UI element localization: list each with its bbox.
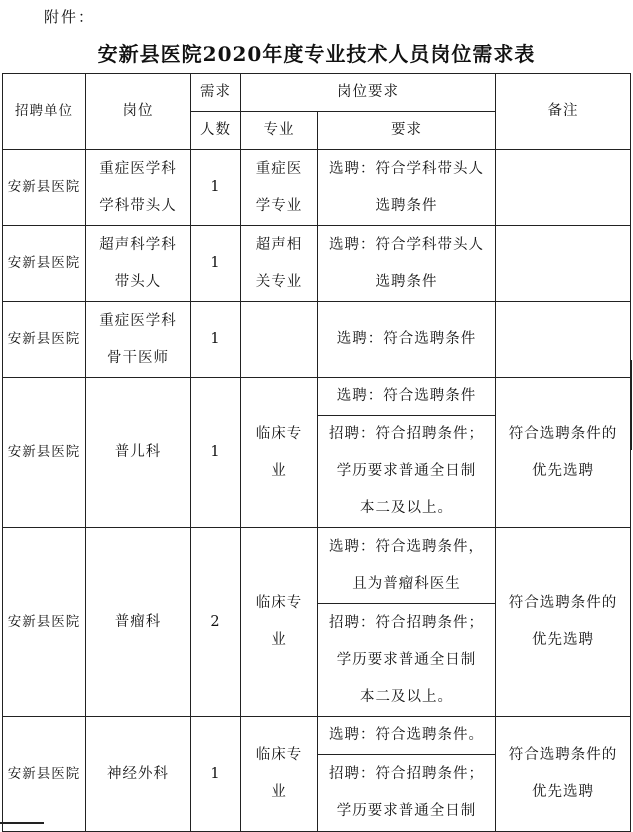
requirement-line: 本二及以上。 — [360, 688, 453, 705]
position-line: 骨干医师 — [107, 349, 169, 366]
cell-requirement: 选聘：符合选聘条件 — [318, 302, 496, 378]
cell-position: 普瘤科 — [86, 528, 191, 717]
requirement-line: 选聘条件 — [375, 197, 438, 214]
table-row — [3, 302, 631, 378]
cell-count: 1 — [191, 302, 241, 378]
remark-line: 符合选聘条件的 — [508, 747, 618, 763]
major-line: 超声相 — [255, 236, 303, 253]
major-line: 临床专 — [255, 425, 303, 442]
cell-unit: 安新县医院 — [3, 302, 86, 378]
cell-requirement-b — [318, 604, 496, 717]
cell-count: 1 — [191, 150, 241, 226]
cell-major — [241, 717, 318, 832]
position-line: 带头人 — [114, 273, 162, 290]
page-corner-mark — [0, 822, 44, 824]
cell-requirement-a: 选聘：符合选聘条件 — [318, 378, 496, 416]
remark-line: 优先选聘 — [532, 784, 594, 800]
cell-position: 神经外科 — [86, 717, 191, 832]
cell-count: 1 — [191, 717, 241, 832]
requirement-line: 本二及以上。 — [360, 500, 453, 516]
table-row — [3, 717, 631, 755]
remark-line: 符合选聘条件的 — [508, 425, 618, 442]
header-row-top — [3, 74, 631, 112]
position-line: 重症医学科 — [99, 312, 177, 329]
header-demand-bottom: 人数 — [191, 112, 241, 150]
cell-remark — [496, 528, 631, 717]
requirement-line: 选聘：符合选聘条件， — [329, 538, 484, 555]
position-line: 学科带头人 — [99, 197, 177, 214]
cell-unit: 安新县医院 — [3, 717, 86, 832]
cell-requirement — [318, 226, 496, 302]
table-row — [3, 150, 631, 226]
cell-remark — [496, 717, 631, 832]
cell-position — [86, 150, 191, 226]
requirement-line: 学历要求普通全日制 — [336, 803, 477, 819]
header-demand-top: 需求 — [191, 74, 241, 112]
cell-position: 普儿科 — [86, 378, 191, 528]
cell-major — [241, 150, 318, 226]
major-line: 临床专 — [255, 747, 303, 763]
major-line: 业 — [271, 462, 287, 479]
cell-requirement-b — [318, 416, 496, 528]
requirements-table — [2, 73, 631, 832]
position-line: 重症医学科 — [99, 160, 177, 177]
header-unit: 招聘单位 — [3, 74, 86, 150]
requirement-line: 选聘条件 — [375, 273, 438, 290]
cell-unit: 安新县医院 — [3, 226, 86, 302]
cell-remark — [496, 226, 631, 302]
requirement-line: 招聘：符合招聘条件； — [329, 766, 484, 782]
requirement-line: 招聘：符合招聘条件； — [329, 614, 484, 631]
cell-requirement-a — [318, 528, 496, 604]
cell-requirement-a: 选聘：符合选聘条件。 — [318, 717, 496, 755]
position-line: 超声科学科 — [99, 236, 177, 253]
cell-unit: 安新县医院 — [3, 528, 86, 717]
cell-count: 1 — [191, 378, 241, 528]
requirement-line: 招聘：符合招聘条件； — [329, 426, 484, 442]
header-requirements: 岗位要求 — [241, 74, 496, 112]
cell-unit: 安新县医院 — [3, 378, 86, 528]
cell-major — [241, 226, 318, 302]
major-line: 临床专 — [255, 595, 303, 611]
requirement-line: 学历要求普通全日制 — [336, 463, 477, 479]
header-requirement: 要求 — [318, 112, 496, 150]
cell-remark — [496, 150, 631, 226]
major-line: 业 — [271, 632, 287, 648]
cell-count: 1 — [191, 226, 241, 302]
major-line: 学专业 — [255, 197, 303, 214]
cell-count: 2 — [191, 528, 241, 717]
cell-major — [241, 302, 318, 378]
requirement-line: 且为普瘤科医生 — [352, 575, 461, 592]
header-remark: 备注 — [496, 74, 631, 150]
table-row — [3, 226, 631, 302]
major-line: 业 — [271, 784, 287, 800]
cell-remark — [496, 302, 631, 378]
major-line: 重症医 — [255, 160, 303, 177]
header-major: 专业 — [241, 112, 318, 150]
cell-major — [241, 378, 318, 528]
requirement-line: 学历要求普通全日制 — [336, 651, 477, 668]
remark-line: 优先选聘 — [532, 632, 594, 648]
document-title: 安新县医院2020年度专业技术人员岗位需求表 — [97, 42, 536, 66]
attachment-label: 附件： — [44, 8, 96, 26]
cell-remark — [496, 378, 631, 528]
cell-unit: 安新县医院 — [3, 150, 86, 226]
cell-major — [241, 528, 318, 717]
major-line: 关专业 — [255, 273, 303, 290]
cell-requirement — [318, 150, 496, 226]
requirement-line: 选聘：符合学科带头人 — [329, 236, 484, 253]
cell-position — [86, 302, 191, 378]
cell-position — [86, 226, 191, 302]
remark-line: 符合选聘条件的 — [508, 595, 618, 611]
remark-line: 优先选聘 — [532, 462, 594, 479]
table-row — [3, 528, 631, 604]
table-row — [3, 378, 631, 416]
cell-requirement-b — [318, 755, 496, 832]
page-edge-mark — [630, 360, 632, 450]
header-position: 岗位 — [86, 74, 191, 150]
requirement-line: 选聘：符合学科带头人 — [329, 160, 484, 177]
